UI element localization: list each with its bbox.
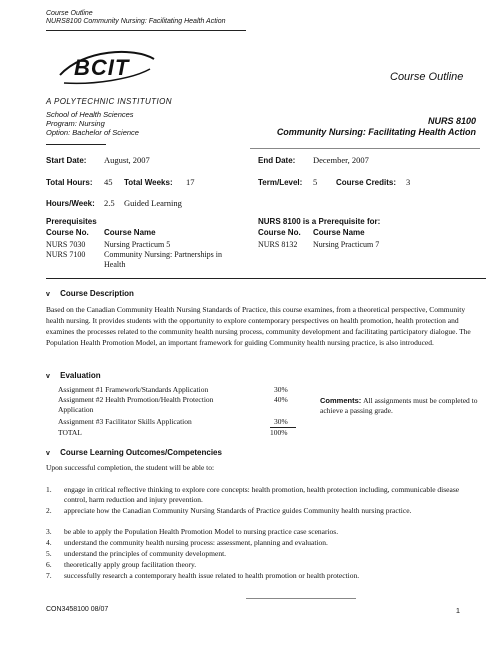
course-code: NURS 8100 <box>427 116 476 126</box>
institution-tagline: A POLYTECHNIC INSTITUTION <box>46 97 172 106</box>
hours-week-value: 2.5 <box>104 198 115 208</box>
outcome-number: 7. <box>46 571 52 580</box>
hours-week-label: Hours/Week: <box>46 199 95 208</box>
prereq-for-row-name: Nursing Practicum 7 <box>313 240 380 249</box>
program-option: Option: Bachelor of Science <box>46 128 139 137</box>
bullet-icon: v <box>46 450 50 457</box>
bullet-icon: v <box>46 291 50 298</box>
outcome-text: understand the community health nursing process: assessment, planning and evaluation. <box>64 538 328 547</box>
total-hours-label: Total Hours: <box>46 178 93 187</box>
outcomes-heading: v Course Learning Outcomes/Competencies <box>46 448 222 457</box>
outcome-text: engage in critical reflective thinking to explore core concepts: health promotion, health protection including, communicable disease control, harm reduction and injury prevention. <box>64 485 460 504</box>
end-date-label: End Date: <box>258 156 296 165</box>
outcome-text: appreciate how the Canadian Community Nursing Standards of Practice guides Community health nursing practice. <box>64 506 412 515</box>
evaluation-total-label: TOTAL <box>58 428 82 437</box>
description-heading: v Course Description <box>46 289 134 298</box>
header-rule-left <box>46 144 106 145</box>
prereq-col-name: Course Name <box>104 228 156 237</box>
outcome-number: 5. <box>46 549 52 558</box>
term-level-value: 5 <box>313 177 318 187</box>
evaluation-item-label: Assignment #1 Framework/Standards Application <box>58 385 209 394</box>
outcomes-intro: Upon successful completion, the student will be able to: <box>46 463 215 472</box>
program-name: Program: Nursing <box>46 119 105 128</box>
prereq-row-no: NURS 7030 <box>46 240 86 249</box>
header-rule-right <box>250 148 480 149</box>
prereq-col-no: Course No. <box>46 228 89 237</box>
running-header-rule <box>46 30 246 31</box>
outcome-number: 3. <box>46 527 52 536</box>
outcome-number: 2. <box>46 506 52 515</box>
doc-type-title: Course Outline <box>390 71 464 83</box>
evaluation-total-pct: 100% <box>270 428 288 437</box>
outcome-text: understand the principles of community development. <box>64 549 227 558</box>
evaluation-item-label: Assignment #3 Facilitator Skills Application <box>58 417 192 426</box>
comments-text: All assignments must be completed to achieve a passing grade. <box>320 396 478 415</box>
evaluation-item-pct: 30% <box>274 417 288 426</box>
footer-doc-id: CON3458100 08/07 <box>46 606 109 613</box>
hours-week-note: Guided Learning <box>124 198 182 208</box>
total-hours-value: 45 <box>104 177 113 187</box>
total-weeks-label: Total Weeks: <box>124 178 173 187</box>
evaluation-item-pct: 40% <box>274 395 288 404</box>
end-date-value: December, 2007 <box>313 155 369 165</box>
bcit-logo <box>54 45 158 89</box>
details-divider <box>46 278 486 279</box>
outcome-text: be able to apply the Population Health Promotion Model to nursing practice case scenarios. <box>64 527 339 536</box>
outcome-text: theoretically apply group facilitation theory. <box>64 560 197 569</box>
outcome-text: successfully research a contemporary health issue related to health promotion or health protection. <box>64 571 360 580</box>
comments-label: Comments: <box>320 396 362 405</box>
description-body: Based on the Canadian Community Health Nursing Standards of Practice, this course examines, from a theoretical perspective, Community health nursing. It provides students with the opportunity to explore contemporary perspectives on health promotion, health protection and examines the processes related to the community health nursing process, community development and facilitating participatory dialogue. The Population Health Promotion Model, an important framework for guiding Community health nursing practice, is also introduced. <box>46 305 471 347</box>
evaluation-comments <box>320 396 480 416</box>
running-header-course: NURS8100 Community Nursing: Facilitating Health Action <box>46 18 226 25</box>
prereq-for-col-no: Course No. <box>258 228 301 237</box>
course-title: Community Nursing: Facilitating Health Action <box>276 127 476 137</box>
prereq-row-name: Community Nursing: Partnerships in Health <box>104 250 222 269</box>
course-credits-value: 3 <box>406 177 411 187</box>
page-number: 1 <box>455 606 460 615</box>
start-date-label: Start Date: <box>46 156 87 165</box>
term-level-label: Term/Level: <box>258 178 303 187</box>
outcome-number: 6. <box>46 560 52 569</box>
prereq-for-title: NURS 8100 is a Prerequisite for: <box>258 217 381 226</box>
course-credits-label: Course Credits: <box>336 178 397 187</box>
bullet-icon: v <box>46 373 50 380</box>
evaluation-heading: v Evaluation <box>46 371 101 380</box>
footer-rule <box>246 598 356 599</box>
total-weeks-value: 17 <box>186 177 195 187</box>
prereq-title: Prerequisites <box>46 217 97 226</box>
prereq-for-row-no: NURS 8132 <box>258 240 298 249</box>
outcome-number: 1. <box>46 485 52 494</box>
prereq-row-name: Nursing Practicum 5 <box>104 240 171 249</box>
prereq-row-no: NURS 7100 <box>46 250 86 259</box>
logo-text: BCIT <box>74 55 130 80</box>
school-name: School of Health Sciences <box>46 110 134 119</box>
prereq-for-col-name: Course Name <box>313 228 365 237</box>
evaluation-item-pct: 30% <box>274 385 288 394</box>
start-date-value: August, 2007 <box>104 155 150 165</box>
evaluation-item-label: Assignment #2 Health Promotion/Health Protection Application <box>58 395 214 414</box>
running-header-doc-type: Course Outline <box>46 10 93 17</box>
outcome-number: 4. <box>46 538 52 547</box>
